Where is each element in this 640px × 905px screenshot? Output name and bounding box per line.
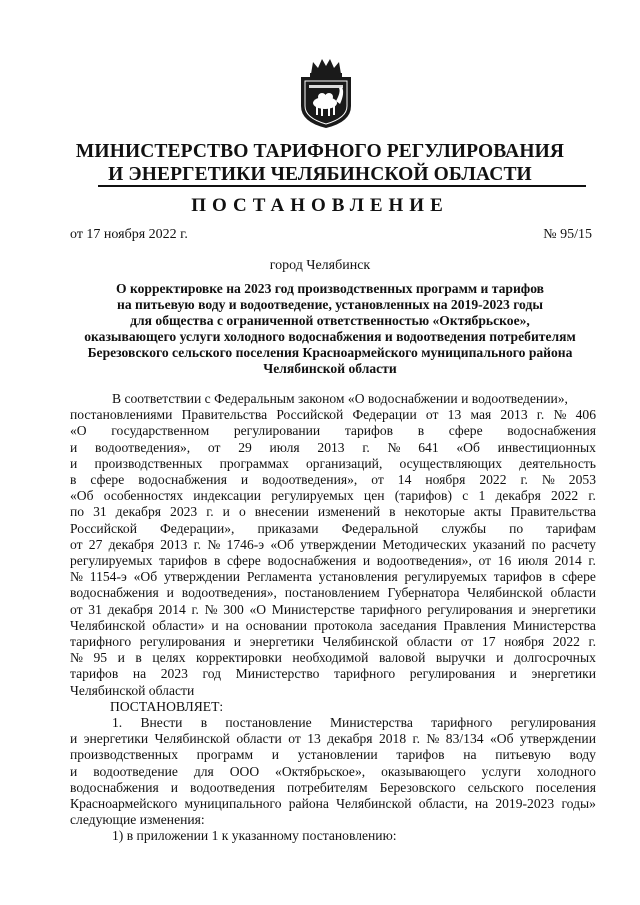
body-word: сфере bbox=[90, 472, 125, 488]
body-word: от bbox=[288, 731, 301, 747]
body-word: тарифов bbox=[344, 423, 394, 439]
body-line bbox=[70, 553, 596, 569]
body-word: годы» bbox=[561, 796, 596, 812]
body-word: регулировании bbox=[233, 423, 321, 439]
body-word: Челябинской bbox=[467, 585, 543, 601]
body-word: «Об bbox=[270, 536, 294, 552]
ministry-name-line2: И ЭНЕРГЕТИКИ ЧЕЛЯБИНСКОЙ ОБЛАСТИ bbox=[108, 164, 532, 185]
body-word: тарифного bbox=[334, 666, 396, 682]
body-word: и bbox=[222, 504, 230, 520]
body-word: в bbox=[70, 472, 77, 488]
body-word: энергетики bbox=[83, 731, 149, 747]
body-word: 14 bbox=[397, 472, 412, 488]
body-word: Челябинской области bbox=[70, 682, 195, 698]
body-word: декабря bbox=[327, 731, 373, 747]
body-word: водоотведение bbox=[93, 763, 178, 779]
body-word: (тарифов) bbox=[394, 488, 453, 504]
body-word: Березовского bbox=[379, 779, 456, 795]
body-word: г. bbox=[588, 634, 596, 650]
body-word: Губернатора bbox=[387, 585, 460, 601]
body-word: от bbox=[207, 439, 221, 455]
body-word: ноября bbox=[425, 472, 466, 488]
body-word: водоотведения», bbox=[181, 585, 277, 601]
body-word: протокола bbox=[313, 617, 373, 633]
body-word: деятельность bbox=[519, 455, 596, 471]
body-word: от bbox=[70, 601, 83, 617]
body-word: № bbox=[553, 407, 567, 423]
body-word: «Об bbox=[489, 731, 514, 747]
body-word: «Об bbox=[133, 569, 158, 585]
body-word: тарифам bbox=[546, 520, 596, 536]
body-word: от bbox=[478, 553, 492, 569]
body-word: 2014 bbox=[554, 553, 582, 569]
body-line bbox=[70, 796, 596, 812]
body-word: холодного bbox=[536, 763, 596, 779]
body-word: некоторые bbox=[404, 504, 465, 520]
document-type: ПОСТАНОВЛЕНИЕ bbox=[191, 195, 449, 216]
body-line bbox=[70, 423, 596, 439]
body-word: питьевую bbox=[495, 747, 551, 763]
body-word: инвестиционных bbox=[497, 439, 596, 455]
body-line bbox=[70, 731, 596, 747]
body-word: сельского bbox=[467, 779, 524, 795]
body-word: № bbox=[426, 731, 440, 747]
body-word: от bbox=[371, 472, 384, 488]
body-word: 2018 bbox=[378, 731, 407, 747]
body-word: долгосрочных bbox=[513, 650, 596, 666]
body-word: 1) в приложении 1 к указанному постановлению: bbox=[112, 828, 397, 844]
body-line bbox=[70, 537, 596, 553]
body-word: декабря bbox=[495, 488, 541, 504]
body-word: 406 bbox=[575, 407, 596, 423]
body-word: 95 bbox=[93, 650, 108, 666]
body-word: тарифного bbox=[70, 634, 132, 650]
body-word: 2013 bbox=[500, 407, 528, 423]
body-word: г. bbox=[193, 536, 202, 552]
body-word: на bbox=[463, 747, 477, 763]
body-word: в bbox=[548, 569, 556, 585]
body-word: оказывающего bbox=[381, 763, 466, 779]
body-word: Челябинской bbox=[322, 634, 399, 650]
body-word: сфере bbox=[226, 553, 261, 569]
body-word: «Об bbox=[70, 488, 94, 504]
coat-of-arms-icon bbox=[295, 56, 357, 130]
body-word: мая bbox=[470, 407, 492, 423]
body-word: № bbox=[541, 472, 555, 488]
body-word: № bbox=[70, 650, 83, 666]
body-word: на bbox=[225, 617, 239, 633]
body-word: 13 bbox=[447, 407, 462, 423]
body-word: водоснабжения bbox=[138, 472, 227, 488]
body-word: основании bbox=[245, 617, 308, 633]
body-word: Федерации», bbox=[160, 520, 235, 536]
body-word: водоснабжения bbox=[267, 553, 357, 569]
body-word: водоснабжения bbox=[70, 585, 159, 601]
body-word: государственном bbox=[111, 423, 210, 439]
body-word: и bbox=[233, 634, 241, 650]
body-line bbox=[70, 650, 596, 666]
body-word: указаний bbox=[472, 536, 526, 552]
body-word: в bbox=[135, 650, 142, 666]
body-word: области, bbox=[418, 796, 468, 812]
title-line: на питьевую воду и водоотведение, установленных на 2019-2023 годы bbox=[117, 297, 543, 312]
body-word: района bbox=[288, 796, 329, 812]
body-word: сфере bbox=[448, 423, 483, 439]
body-word: тарифного bbox=[431, 715, 493, 731]
body-line bbox=[70, 666, 596, 682]
body-word: Челябинской bbox=[70, 617, 146, 633]
body-word: энергетики bbox=[531, 666, 596, 682]
body-word: декабря bbox=[115, 504, 162, 520]
body-word: 1. bbox=[112, 715, 123, 731]
body-word: 300 bbox=[223, 601, 244, 617]
body-word: области bbox=[236, 731, 282, 747]
body-word: Регламента bbox=[246, 569, 312, 585]
body-word: осуществляющих bbox=[399, 455, 503, 471]
body-word: изменений bbox=[317, 504, 381, 520]
body-line bbox=[70, 504, 596, 520]
body-line bbox=[70, 618, 596, 634]
body-word: г. bbox=[588, 488, 596, 504]
body-word: в bbox=[417, 423, 425, 439]
body-word: 17 bbox=[481, 634, 496, 650]
body-line bbox=[70, 747, 596, 763]
body-word: регулирования bbox=[427, 601, 513, 617]
body-word: заседания bbox=[379, 617, 437, 633]
body-word: Министерства bbox=[512, 617, 596, 633]
body-word: 16 bbox=[497, 553, 512, 569]
body-line bbox=[70, 764, 596, 780]
body-word: и bbox=[70, 731, 78, 747]
crown-icon bbox=[310, 59, 342, 77]
body-word: валовой bbox=[378, 650, 426, 666]
body-word: для bbox=[193, 763, 214, 779]
body-word: 1746-э bbox=[226, 536, 265, 552]
body-word: Министерство bbox=[235, 666, 320, 682]
body-word: водоотведения», bbox=[262, 472, 358, 488]
body-word: 27 bbox=[88, 536, 103, 552]
body-line bbox=[70, 812, 596, 828]
body-word: расчету bbox=[551, 536, 596, 552]
body-word: с bbox=[462, 488, 469, 504]
body-word: 2023 bbox=[160, 666, 188, 682]
body-word: водоотведения», bbox=[376, 553, 472, 569]
body-word: декабря bbox=[107, 601, 153, 617]
body-word: 2013 bbox=[317, 439, 345, 455]
body-word: 29 bbox=[238, 439, 252, 455]
body-word: энергетики bbox=[531, 601, 596, 617]
body-line bbox=[70, 828, 596, 844]
body-word: «Об bbox=[456, 439, 480, 455]
body-word: декабря bbox=[108, 536, 154, 552]
title-line: Березовского сельского поселения Красноармейского муниципального района bbox=[87, 345, 573, 360]
body-line bbox=[70, 634, 596, 650]
title-line: оказывающего услуги холодного водоснабжения и водоотведения потребителям bbox=[84, 329, 576, 344]
body-word: июля bbox=[517, 553, 548, 569]
body-word: муниципального bbox=[184, 796, 282, 812]
body-word: г. bbox=[191, 601, 199, 617]
body-word: индексации bbox=[193, 488, 262, 504]
body-word: ООО bbox=[229, 763, 260, 779]
body-word: установления bbox=[318, 569, 398, 585]
body-word: и bbox=[117, 650, 125, 666]
body-word: 2022 bbox=[552, 634, 580, 650]
body-word: Российской bbox=[70, 520, 137, 536]
body-word: тарифов bbox=[396, 747, 445, 763]
body-word: г. bbox=[520, 472, 528, 488]
document-body bbox=[70, 391, 596, 845]
body-word: 1 bbox=[478, 488, 486, 504]
body-word: в bbox=[200, 715, 208, 731]
body-word: потребителям bbox=[287, 779, 368, 795]
body-word: постановлениями bbox=[70, 407, 173, 423]
body-line bbox=[70, 715, 596, 731]
body-word: № bbox=[387, 439, 401, 455]
body-line bbox=[70, 521, 596, 537]
body-word: поселения bbox=[535, 779, 596, 795]
body-line bbox=[70, 472, 596, 488]
body-word: «О bbox=[249, 601, 267, 617]
document-city: город Челябинск bbox=[269, 258, 371, 273]
body-word: программах bbox=[219, 455, 289, 471]
body-word: и bbox=[240, 472, 249, 488]
body-line bbox=[70, 699, 596, 715]
body-word: в bbox=[213, 553, 221, 569]
body-word: 2019-2023 bbox=[495, 796, 555, 812]
body-word: производственных bbox=[70, 747, 178, 763]
body-word: ноября bbox=[504, 634, 545, 650]
body-word: особенностях bbox=[103, 488, 184, 504]
document-date: от 17 ноября 2022 г. bbox=[70, 227, 188, 242]
body-word: водоотведения», bbox=[95, 439, 191, 455]
body-word: по bbox=[70, 504, 85, 520]
body-line bbox=[70, 407, 596, 423]
body-word: 2053 bbox=[568, 472, 596, 488]
body-word: Правительства bbox=[181, 407, 268, 423]
body-word: Федеральной bbox=[341, 520, 419, 536]
body-word: Правительства bbox=[510, 504, 596, 520]
body-word: 1154-э bbox=[89, 569, 127, 585]
body-word: ПОСТАНОВЛЯЕТ: bbox=[110, 698, 224, 714]
body-word: цен bbox=[363, 488, 385, 504]
body-line bbox=[70, 456, 596, 472]
body-word: регулируемых bbox=[271, 488, 354, 504]
body-word: водоснабжения bbox=[70, 779, 159, 795]
body-word: Федерации bbox=[352, 407, 417, 423]
body-word: и bbox=[70, 439, 78, 455]
body-line bbox=[70, 391, 596, 407]
body-word: в bbox=[389, 504, 396, 520]
body-word: Челябинской bbox=[154, 731, 230, 747]
body-word: утверждении bbox=[300, 536, 377, 552]
body-word: и bbox=[70, 763, 78, 779]
body-word: В соответствии с Федеральным законом «О водоснабжении и водоотведении», bbox=[112, 391, 568, 406]
body-word: и bbox=[211, 617, 219, 633]
body-word: постановлением bbox=[284, 585, 380, 601]
body-word: «Октябрьское», bbox=[275, 763, 366, 779]
body-word: г. bbox=[588, 553, 596, 569]
body-line bbox=[70, 569, 596, 585]
body-line bbox=[70, 780, 596, 796]
body-word: выручки bbox=[435, 650, 486, 666]
body-word: необходимой bbox=[292, 650, 369, 666]
body-word: целях bbox=[152, 650, 186, 666]
body-word: тарифов bbox=[159, 553, 208, 569]
body-word: 2023 bbox=[170, 504, 198, 520]
body-word: г. bbox=[412, 731, 420, 747]
body-word: 31 bbox=[88, 601, 102, 617]
body-word: № bbox=[204, 601, 218, 617]
body-word: г. bbox=[362, 439, 370, 455]
body-word: и bbox=[362, 553, 371, 569]
body-word: регулируемых bbox=[404, 569, 487, 585]
header-divider bbox=[98, 185, 586, 187]
body-word: и bbox=[271, 747, 280, 763]
body-word: 2022 bbox=[551, 488, 579, 504]
body-word: и bbox=[170, 779, 179, 795]
body-word: утверждении bbox=[519, 731, 596, 747]
body-word: программ bbox=[196, 747, 254, 763]
body-word: энергетики bbox=[249, 634, 315, 650]
body-word: производственных bbox=[94, 455, 203, 471]
body-word: Министерства bbox=[329, 715, 413, 731]
body-word: регулирования bbox=[510, 715, 596, 731]
body-word: тарифов bbox=[493, 569, 543, 585]
body-word: тарифов bbox=[70, 666, 119, 682]
body-word: Правления bbox=[443, 617, 507, 633]
body-word: 31 bbox=[93, 504, 107, 520]
title-line: О корректировке на 2023 год производственных программ и тарифов bbox=[115, 281, 544, 296]
body-word: утверждении bbox=[163, 569, 241, 585]
body-line bbox=[70, 683, 596, 699]
body-word: организаций, bbox=[305, 455, 383, 471]
body-word: сфере bbox=[562, 569, 596, 585]
body-word: 2022 bbox=[479, 472, 507, 488]
body-word: г. bbox=[536, 407, 545, 423]
ministry-name-line1: МИНИСТЕРСТВО ТАРИФНОГО РЕГУЛИРОВАНИЯ bbox=[75, 141, 565, 162]
body-word: Красноармейского bbox=[70, 796, 178, 812]
body-word: 641 bbox=[418, 439, 439, 455]
body-word: регулирования bbox=[139, 634, 226, 650]
body-word: от bbox=[425, 407, 439, 423]
body-word: г. bbox=[206, 504, 214, 520]
body-word: Внести bbox=[140, 715, 183, 731]
title-line: для общества с ограниченной ответственностью «Октябрьское», bbox=[130, 313, 530, 328]
body-word: и bbox=[509, 666, 517, 682]
body-word: водоотведения bbox=[190, 779, 275, 795]
body-word: год bbox=[202, 666, 222, 682]
body-word: регулирования bbox=[409, 666, 496, 682]
body-word: следующие изменения: bbox=[70, 812, 205, 828]
body-word: услуги bbox=[481, 763, 521, 779]
body-word: по bbox=[531, 536, 546, 552]
body-word: службы bbox=[441, 520, 487, 536]
title-line: Челябинской области bbox=[263, 361, 397, 376]
body-word: 83/134 bbox=[445, 731, 484, 747]
body-word: воду bbox=[569, 747, 596, 763]
body-word: тарифного bbox=[360, 601, 422, 617]
body-word: внесении bbox=[254, 504, 309, 520]
body-word: регулируемых bbox=[70, 553, 153, 569]
body-word: 2013 bbox=[160, 536, 188, 552]
body-line bbox=[70, 602, 596, 618]
body-word: Министерстве bbox=[271, 601, 355, 617]
body-word: области bbox=[406, 634, 453, 650]
body-word: Челябинской bbox=[336, 796, 412, 812]
body-word: от bbox=[70, 536, 83, 552]
body-word: от bbox=[460, 634, 474, 650]
body-word: 2014 bbox=[158, 601, 186, 617]
body-word: области» bbox=[152, 617, 205, 633]
body-word: и bbox=[166, 585, 174, 601]
body-word: и bbox=[496, 650, 504, 666]
body-word: корректировки bbox=[196, 650, 282, 666]
body-word: приказами bbox=[257, 520, 319, 536]
body-word: Российской bbox=[276, 407, 344, 423]
body-word: о bbox=[238, 504, 246, 520]
body-line bbox=[70, 440, 596, 456]
body-word: № bbox=[207, 536, 221, 552]
body-word: по bbox=[509, 520, 524, 536]
body-word: Методических bbox=[382, 536, 467, 552]
document-number: № 95/15 bbox=[543, 227, 592, 242]
body-word: 13 bbox=[307, 731, 321, 747]
body-word: установлении bbox=[297, 747, 378, 763]
body-word: июля bbox=[269, 439, 300, 455]
body-word: и bbox=[70, 455, 78, 471]
body-word: постановление bbox=[225, 715, 312, 731]
document-title bbox=[40, 281, 620, 377]
body-word: области bbox=[550, 585, 596, 601]
body-word: водоснабжения bbox=[507, 423, 596, 439]
body-line bbox=[70, 585, 596, 601]
body-word: № bbox=[70, 569, 83, 585]
body-word: акты bbox=[473, 504, 502, 520]
body-word: и bbox=[518, 601, 526, 617]
body-word: на bbox=[132, 666, 147, 682]
body-word: на bbox=[474, 796, 489, 812]
body-word: «О bbox=[70, 423, 87, 439]
body-line bbox=[70, 488, 596, 504]
